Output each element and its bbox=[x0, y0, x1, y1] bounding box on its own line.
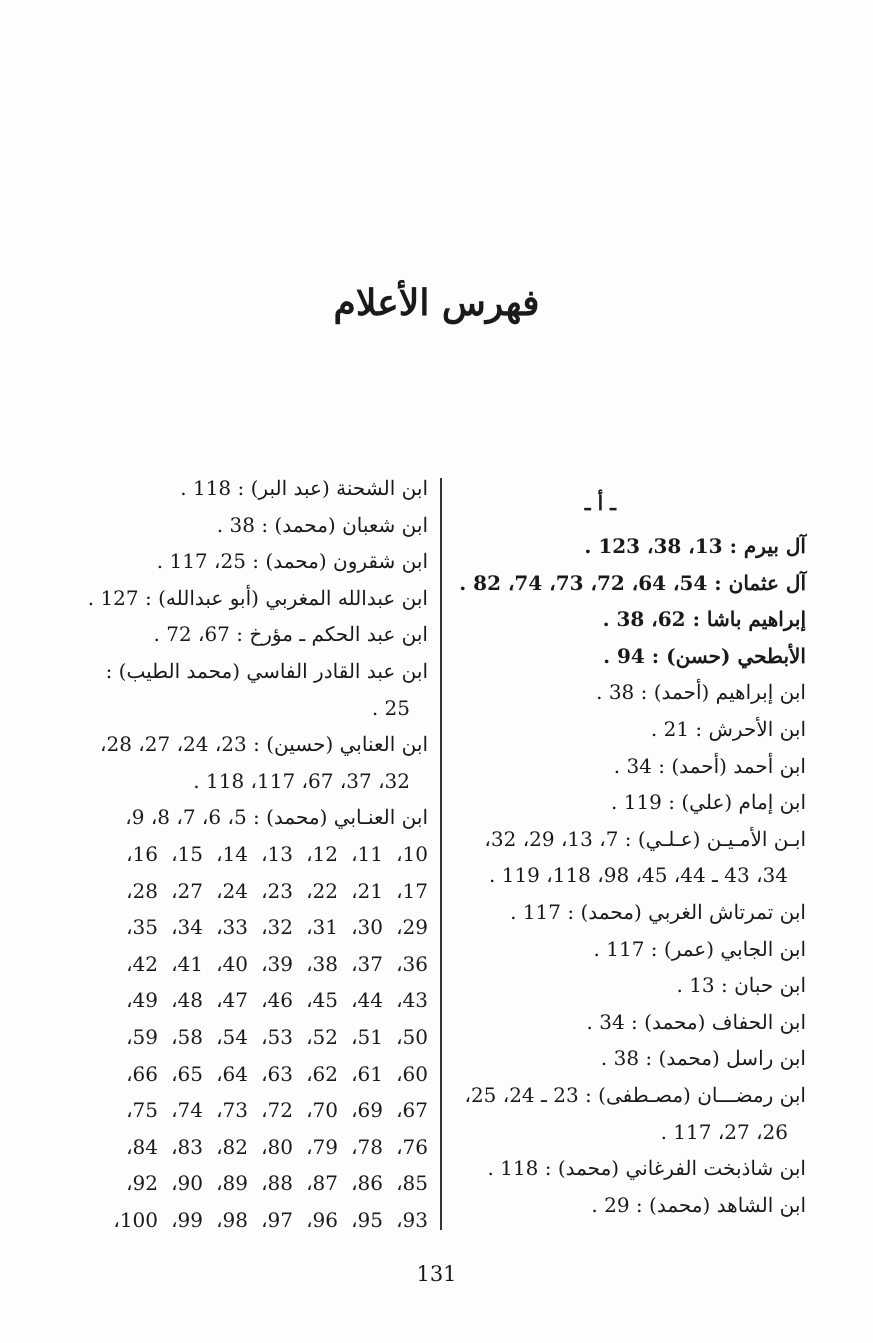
page-ref: 11، bbox=[351, 841, 383, 866]
index-entry: ابن العنـابي (محمد) : 5، 6، 7، 8، 9، bbox=[125, 805, 428, 830]
index-entry: الأبطحي (حسن) : 94 . bbox=[603, 643, 806, 668]
page-ref: 62، bbox=[306, 1061, 338, 1086]
page-ref: 82، bbox=[216, 1134, 248, 1159]
index-entry: ابن الحفاف (محمد) : 34 . bbox=[586, 1009, 806, 1034]
page-ref: 85، bbox=[396, 1171, 428, 1196]
page-ref: 37، bbox=[351, 951, 383, 976]
page-ref: 58، bbox=[171, 1024, 203, 1049]
page-ref: 97، bbox=[261, 1207, 293, 1232]
page-ref: 100، bbox=[113, 1207, 158, 1232]
page-ref: 92، bbox=[126, 1171, 158, 1196]
page-ref: 78، bbox=[351, 1134, 383, 1159]
page-ref: 69، bbox=[351, 1098, 383, 1123]
page-ref: 38، bbox=[306, 951, 338, 976]
page-ref: 90، bbox=[171, 1171, 203, 1196]
page-ref: 75، bbox=[126, 1098, 158, 1123]
number-row bbox=[70, 909, 428, 946]
page-ref: 34، bbox=[171, 915, 203, 940]
index-entry: ابن العنابي (حسين) : 23، 24، 27، 28، bbox=[100, 732, 428, 757]
index-entry: 26، 27، 117 . bbox=[660, 1119, 788, 1144]
index-entry: إبراهيم باشا : 62، 38 . bbox=[602, 607, 806, 632]
index-entry: ابن الشحنة (عبد البر) : 118 . bbox=[180, 476, 428, 500]
number-row bbox=[70, 836, 428, 873]
page-number-grid bbox=[70, 836, 428, 1239]
page-title: فهرس الأعلام bbox=[333, 282, 540, 324]
index-entry: ابن شقرون (محمد) : 25، 117 . bbox=[156, 549, 428, 574]
page-ref: 83، bbox=[171, 1134, 203, 1159]
page-ref: 43، bbox=[396, 988, 428, 1013]
page-ref: 35، bbox=[126, 915, 158, 940]
left-entries-list bbox=[70, 470, 428, 836]
index-entry: ابن عبد القادر الفاسي (محمد الطيب) : bbox=[105, 658, 428, 683]
index-entry: 32، 37، 67، 117، 118 . bbox=[193, 768, 410, 793]
page-ref: 52، bbox=[306, 1024, 338, 1049]
number-row bbox=[70, 946, 428, 983]
number-row bbox=[70, 982, 428, 1019]
page-ref: 29، bbox=[396, 915, 428, 940]
page-ref: 65، bbox=[171, 1061, 203, 1086]
page-ref: 28، bbox=[126, 878, 158, 903]
page-ref: 46، bbox=[261, 988, 293, 1013]
page-ref: 45، bbox=[306, 988, 338, 1013]
index-entry: ابن الأحرش : 21 . bbox=[650, 716, 806, 741]
page-ref: 67، bbox=[396, 1098, 428, 1123]
number-row bbox=[70, 1019, 428, 1056]
index-entry: ابن تمرتاش الغربي (محمد) : 117 . bbox=[510, 899, 806, 924]
page-ref: 32، bbox=[261, 915, 293, 940]
index-entry: 34، 43 ـ 44، 45، 98، 118، 119 . bbox=[489, 863, 788, 888]
index-entry: ابن الشاهد (محمد) : 29 . bbox=[591, 1192, 806, 1217]
page-ref: 24، bbox=[216, 878, 248, 903]
number-row bbox=[70, 1129, 428, 1166]
page-ref: 84، bbox=[126, 1134, 158, 1159]
page-ref: 27، bbox=[171, 878, 203, 903]
page-ref: 88، bbox=[261, 1171, 293, 1196]
page-ref: 93، bbox=[396, 1207, 428, 1232]
index-entry: ابن رمضـــان (مصـطفى) : 23 ـ 24، 25، bbox=[464, 1082, 806, 1107]
index-entry: ابن شاذبخت الفرغاني (محمد) : 118 . bbox=[487, 1156, 806, 1181]
page-ref: 74، bbox=[171, 1098, 203, 1123]
index-entry: ابن شعبان (محمد) : 38 . bbox=[216, 512, 428, 537]
index-entry: ابن إبراهيم (أحمد) : 38 . bbox=[596, 680, 806, 705]
page-ref: 17، bbox=[396, 878, 428, 903]
page-ref: 10، bbox=[396, 841, 428, 866]
right-entries-list bbox=[458, 528, 806, 1223]
number-row bbox=[70, 1202, 428, 1239]
page-ref: 31، bbox=[306, 915, 338, 940]
index-entry: ابن إمام (علي) : 119 . bbox=[611, 790, 806, 815]
page-ref: 51، bbox=[351, 1024, 383, 1049]
page-ref: 86، bbox=[351, 1171, 383, 1196]
index-column-left bbox=[70, 470, 428, 1238]
page-ref: 15، bbox=[171, 841, 203, 866]
page-number: 131 bbox=[416, 1262, 457, 1286]
page-ref: 30، bbox=[351, 915, 383, 940]
page-ref: 50، bbox=[396, 1024, 428, 1049]
page-ref: 41، bbox=[171, 951, 203, 976]
page-ref: 48، bbox=[171, 988, 203, 1013]
index-entry: ابـن الأمـيـن (عـلـي) : 7، 13، 29، 32، bbox=[484, 826, 806, 851]
page-ref: 72، bbox=[261, 1098, 293, 1123]
page-ref: 16، bbox=[126, 841, 158, 866]
number-row bbox=[70, 1056, 428, 1093]
number-row bbox=[70, 1165, 428, 1202]
page-ref: 87، bbox=[306, 1171, 338, 1196]
page-ref: 33، bbox=[216, 915, 248, 940]
page-ref: 80، bbox=[261, 1134, 293, 1159]
index-entry: ابن حبان : 13 . bbox=[676, 973, 806, 998]
page-ref: 39، bbox=[261, 951, 293, 976]
page-ref: 12، bbox=[306, 841, 338, 866]
index-column-right bbox=[458, 478, 806, 1223]
page-ref: 60، bbox=[396, 1061, 428, 1086]
number-row bbox=[70, 1092, 428, 1129]
page-ref: 59، bbox=[126, 1024, 158, 1049]
page-ref: 79، bbox=[306, 1134, 338, 1159]
page-ref: 95، bbox=[351, 1207, 383, 1232]
page-ref: 64، bbox=[216, 1061, 248, 1086]
page-ref: 99، bbox=[171, 1207, 203, 1232]
index-entry: ابن راسل (محمد) : 38 . bbox=[600, 1046, 806, 1071]
index-entry: آل عثمان : 54، 64، 72، 73، 74، 82 . bbox=[459, 570, 806, 595]
page-ref: 22، bbox=[306, 878, 338, 903]
page-ref: 42، bbox=[126, 951, 158, 976]
page-ref: 53، bbox=[261, 1024, 293, 1049]
page-ref: 63، bbox=[261, 1061, 293, 1086]
page-ref: 23، bbox=[261, 878, 293, 903]
page-ref: 76، bbox=[396, 1134, 428, 1159]
page-ref: 66، bbox=[126, 1061, 158, 1086]
index-entry: ابن عبدالله المغربي (أبو عبدالله) : 127 . bbox=[87, 585, 428, 610]
page-ref: 36، bbox=[396, 951, 428, 976]
number-row bbox=[70, 873, 428, 910]
index-entry: 25 . bbox=[371, 695, 410, 720]
page-ref: 40، bbox=[216, 951, 248, 976]
page-ref: 49، bbox=[126, 988, 158, 1013]
page-ref: 47، bbox=[216, 988, 248, 1013]
page-ref: 89، bbox=[216, 1171, 248, 1196]
index-entry: ابن أحمد (أحمد) : 34 . bbox=[613, 753, 806, 778]
page-ref: 73، bbox=[216, 1098, 248, 1123]
page-ref: 98، bbox=[216, 1207, 248, 1232]
page-ref: 14، bbox=[216, 841, 248, 866]
index-entry: ابن الجابي (عمر) : 117 . bbox=[593, 936, 806, 961]
index-entry: آل بيرم : 13، 38، 123 . bbox=[584, 534, 806, 558]
column-divider bbox=[440, 478, 442, 1230]
page-ref: 70، bbox=[306, 1098, 338, 1123]
page-ref: 61، bbox=[351, 1061, 383, 1086]
page-ref: 96، bbox=[306, 1207, 338, 1232]
page-ref: 44، bbox=[351, 988, 383, 1013]
page-ref: 21، bbox=[351, 878, 383, 903]
index-entry: ابن عبد الحكم ـ مؤرخ : 67، 72 . bbox=[153, 622, 428, 647]
page-ref: 54، bbox=[216, 1024, 248, 1049]
page-ref: 13، bbox=[261, 841, 293, 866]
letter-heading: ـ أ ـ bbox=[584, 491, 616, 515]
